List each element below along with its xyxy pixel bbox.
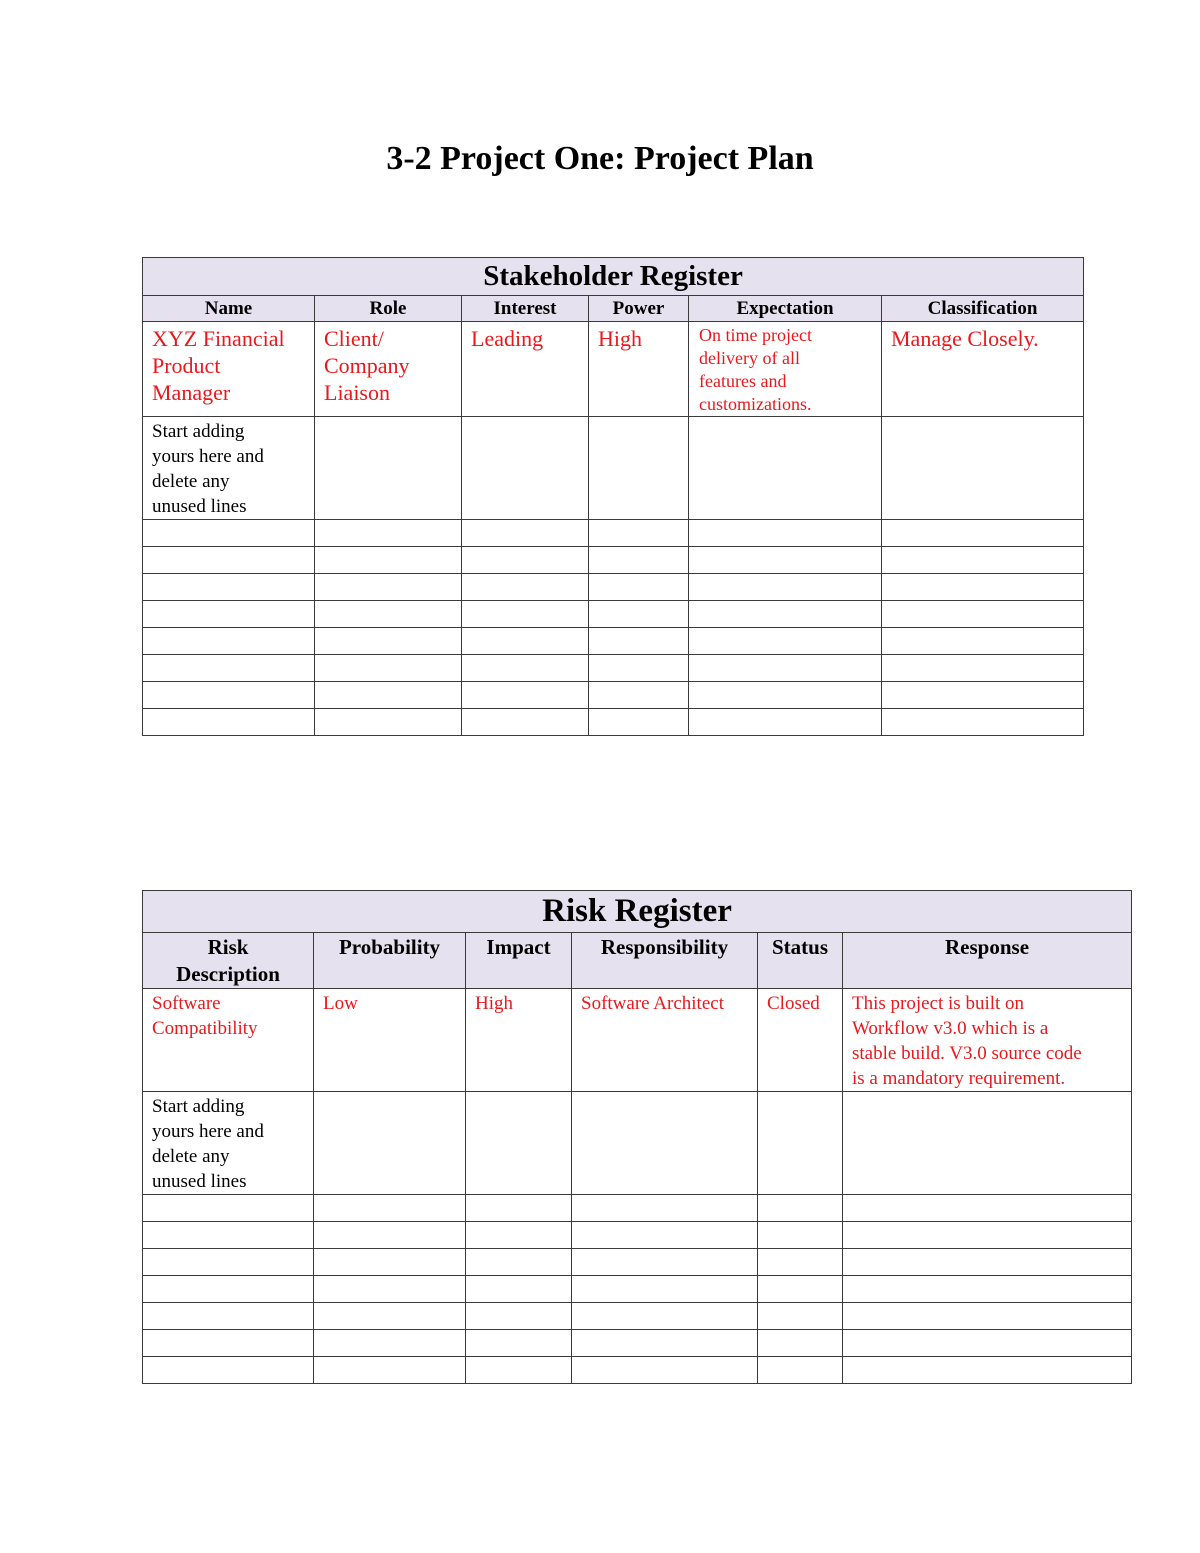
table-cell[interactable] <box>758 1222 843 1249</box>
table-cell[interactable] <box>314 1195 466 1222</box>
table-cell[interactable] <box>589 682 689 709</box>
table-cell[interactable] <box>466 1357 572 1384</box>
table-row <box>143 520 1084 547</box>
table-cell[interactable] <box>314 1357 466 1384</box>
table-row <box>143 1357 1132 1384</box>
risk-register-table <box>142 890 1132 1384</box>
risk-responsibility: Software Architect <box>581 993 724 1014</box>
table-cell[interactable] <box>882 574 1084 601</box>
table-cell[interactable] <box>315 709 462 736</box>
table-cell[interactable] <box>462 601 589 628</box>
table-cell[interactable] <box>143 628 315 655</box>
table-cell[interactable] <box>882 520 1084 547</box>
table-cell[interactable] <box>882 601 1084 628</box>
table-cell[interactable] <box>462 628 589 655</box>
table-cell[interactable] <box>315 417 462 520</box>
table-cell[interactable] <box>572 1249 758 1276</box>
table-cell[interactable] <box>589 417 689 520</box>
table-row <box>143 574 1084 601</box>
table-cell[interactable] <box>314 1222 466 1249</box>
table-row <box>143 709 1084 736</box>
table-row <box>143 1276 1132 1303</box>
column-header-role: Role <box>315 296 462 322</box>
stakeholder-register-table <box>142 257 1084 736</box>
column-header-classification: Classification <box>882 296 1084 322</box>
table-cell[interactable] <box>462 682 589 709</box>
table-cell[interactable] <box>589 322 689 417</box>
table-cell[interactable] <box>314 1303 466 1330</box>
table-cell[interactable] <box>466 1092 572 1195</box>
stakeholder-interest: Leading <box>471 326 544 351</box>
table-cell[interactable] <box>882 547 1084 574</box>
table-cell[interactable] <box>758 1276 843 1303</box>
table-cell[interactable] <box>882 417 1084 520</box>
table-cell[interactable] <box>462 574 589 601</box>
table-row <box>143 628 1084 655</box>
table-cell[interactable] <box>143 655 315 682</box>
table-cell[interactable] <box>462 547 589 574</box>
table-cell[interactable] <box>315 547 462 574</box>
table-cell[interactable] <box>589 574 689 601</box>
table-cell[interactable] <box>572 989 758 1092</box>
table-row <box>143 417 1084 520</box>
table-cell[interactable] <box>315 655 462 682</box>
table-cell[interactable] <box>689 417 882 520</box>
table-cell[interactable] <box>882 322 1084 417</box>
table-cell[interactable] <box>462 709 589 736</box>
table-row <box>143 1303 1132 1330</box>
column-header-response: Response <box>843 933 1132 989</box>
table-row <box>143 682 1084 709</box>
table-cell[interactable] <box>689 520 882 547</box>
table-cell[interactable] <box>758 1330 843 1357</box>
start-adding-hint: Start adding yours here and delete any unused lines <box>152 421 264 517</box>
table-cell[interactable] <box>882 628 1084 655</box>
table-cell[interactable] <box>843 1357 1132 1384</box>
stakeholder-classification: Manage Closely. <box>891 326 1039 351</box>
table-cell[interactable] <box>143 709 315 736</box>
table-cell[interactable] <box>882 709 1084 736</box>
table-row <box>143 1249 1132 1276</box>
table-cell[interactable] <box>143 989 314 1092</box>
table-cell[interactable] <box>143 601 315 628</box>
table-cell[interactable] <box>466 1249 572 1276</box>
table-cell[interactable] <box>462 322 589 417</box>
risk-response: This project is built on Workflow v3.0 which is a stable build. V3.0 source code is a mandatory requirement. <box>852 993 1082 1089</box>
table-cell[interactable] <box>758 1195 843 1222</box>
table-cell[interactable] <box>589 628 689 655</box>
table-cell[interactable] <box>572 1092 758 1195</box>
risk-status: Closed <box>767 993 820 1014</box>
column-header-probability: Probability <box>314 933 466 989</box>
stakeholder-name: XYZ Financial Product Manager <box>152 326 285 405</box>
table-cell[interactable] <box>143 1092 314 1195</box>
table-cell[interactable] <box>143 322 315 417</box>
table-cell[interactable] <box>843 989 1132 1092</box>
stakeholder-power: High <box>598 326 642 351</box>
risk-description: Software Compatibility <box>152 993 258 1039</box>
table-cell[interactable] <box>758 1303 843 1330</box>
table-cell[interactable] <box>758 989 843 1092</box>
column-header-responsibility: Responsibility <box>572 933 758 989</box>
table-cell[interactable] <box>882 682 1084 709</box>
table-cell[interactable] <box>143 1276 314 1303</box>
table-cell[interactable] <box>689 628 882 655</box>
column-header-status: Status <box>758 933 843 989</box>
table-cell[interactable] <box>462 417 589 520</box>
table-cell[interactable] <box>466 989 572 1092</box>
table-cell[interactable] <box>143 547 315 574</box>
table-cell[interactable] <box>572 1303 758 1330</box>
column-header-name: Name <box>143 296 315 322</box>
table-row <box>143 1195 1132 1222</box>
table-cell[interactable] <box>466 1222 572 1249</box>
table-cell[interactable] <box>843 1249 1132 1276</box>
column-header-expectation: Expectation <box>689 296 882 322</box>
table-cell[interactable] <box>589 520 689 547</box>
risk-impact: High <box>475 993 513 1014</box>
table-cell[interactable] <box>589 655 689 682</box>
table-cell[interactable] <box>689 547 882 574</box>
risk-probability: Low <box>323 993 358 1014</box>
column-header-label: Risk Description <box>176 935 280 986</box>
table-cell[interactable] <box>843 1303 1132 1330</box>
table-cell[interactable] <box>143 1249 314 1276</box>
table-cell[interactable] <box>462 655 589 682</box>
table-cell[interactable] <box>143 682 315 709</box>
table-cell[interactable] <box>466 1330 572 1357</box>
table-cell[interactable] <box>143 574 315 601</box>
stakeholder-role: Client/ Company Liaison <box>324 326 410 405</box>
column-header-interest: Interest <box>462 296 589 322</box>
table-cell[interactable] <box>315 520 462 547</box>
table-row <box>143 601 1084 628</box>
table-cell[interactable] <box>843 1222 1132 1249</box>
column-header-risk-description <box>143 933 314 989</box>
start-adding-hint: Start adding yours here and delete any unused lines <box>152 1096 264 1192</box>
table-cell[interactable] <box>466 1195 572 1222</box>
stakeholder-expectation: On time project delivery of all features and customizations. <box>699 325 812 414</box>
table-row <box>143 989 1132 1092</box>
table-cell[interactable] <box>314 1330 466 1357</box>
table-cell[interactable] <box>843 1092 1132 1195</box>
table-cell[interactable] <box>466 1276 572 1303</box>
stakeholder-register-title: Stakeholder Register <box>143 258 1084 296</box>
column-header-impact: Impact <box>466 933 572 989</box>
table-cell[interactable] <box>314 1276 466 1303</box>
table-cell[interactable] <box>315 574 462 601</box>
table-cell[interactable] <box>314 989 466 1092</box>
table-cell[interactable] <box>689 655 882 682</box>
table-cell[interactable] <box>843 1195 1132 1222</box>
table-cell[interactable] <box>315 628 462 655</box>
table-cell[interactable] <box>143 417 315 520</box>
table-cell[interactable] <box>843 1330 1132 1357</box>
table-cell[interactable] <box>689 322 882 417</box>
table-cell[interactable] <box>758 1357 843 1384</box>
table-cell[interactable] <box>589 601 689 628</box>
table-row <box>143 322 1084 417</box>
table-cell[interactable] <box>689 709 882 736</box>
table-cell[interactable] <box>315 601 462 628</box>
table-cell[interactable] <box>143 1357 314 1384</box>
table-cell[interactable] <box>314 1092 466 1195</box>
table-cell[interactable] <box>572 1276 758 1303</box>
table-cell[interactable] <box>689 574 882 601</box>
table-cell[interactable] <box>315 322 462 417</box>
table-cell[interactable] <box>843 1276 1132 1303</box>
table-cell[interactable] <box>143 1195 314 1222</box>
table-row <box>143 1222 1132 1249</box>
table-cell[interactable] <box>758 1092 843 1195</box>
table-row <box>143 655 1084 682</box>
table-cell[interactable] <box>143 520 315 547</box>
table-cell[interactable] <box>314 1249 466 1276</box>
table-cell[interactable] <box>466 1303 572 1330</box>
table-cell[interactable] <box>689 601 882 628</box>
table-row <box>143 1330 1132 1357</box>
table-row <box>143 1092 1132 1195</box>
table-cell[interactable] <box>882 655 1084 682</box>
table-cell[interactable] <box>589 709 689 736</box>
table-cell[interactable] <box>572 1357 758 1384</box>
column-header-power: Power <box>589 296 689 322</box>
table-cell[interactable] <box>572 1330 758 1357</box>
table-cell[interactable] <box>143 1303 314 1330</box>
page-title: 3-2 Project One: Project Plan <box>386 140 814 177</box>
risk-register-title: Risk Register <box>143 891 1132 933</box>
table-cell[interactable] <box>462 520 589 547</box>
table-cell[interactable] <box>572 1195 758 1222</box>
table-cell[interactable] <box>572 1222 758 1249</box>
table-row <box>143 547 1084 574</box>
table-cell[interactable] <box>758 1249 843 1276</box>
table-cell[interactable] <box>315 682 462 709</box>
table-cell[interactable] <box>143 1330 314 1357</box>
table-cell[interactable] <box>689 682 882 709</box>
table-cell[interactable] <box>589 547 689 574</box>
table-cell[interactable] <box>143 1222 314 1249</box>
